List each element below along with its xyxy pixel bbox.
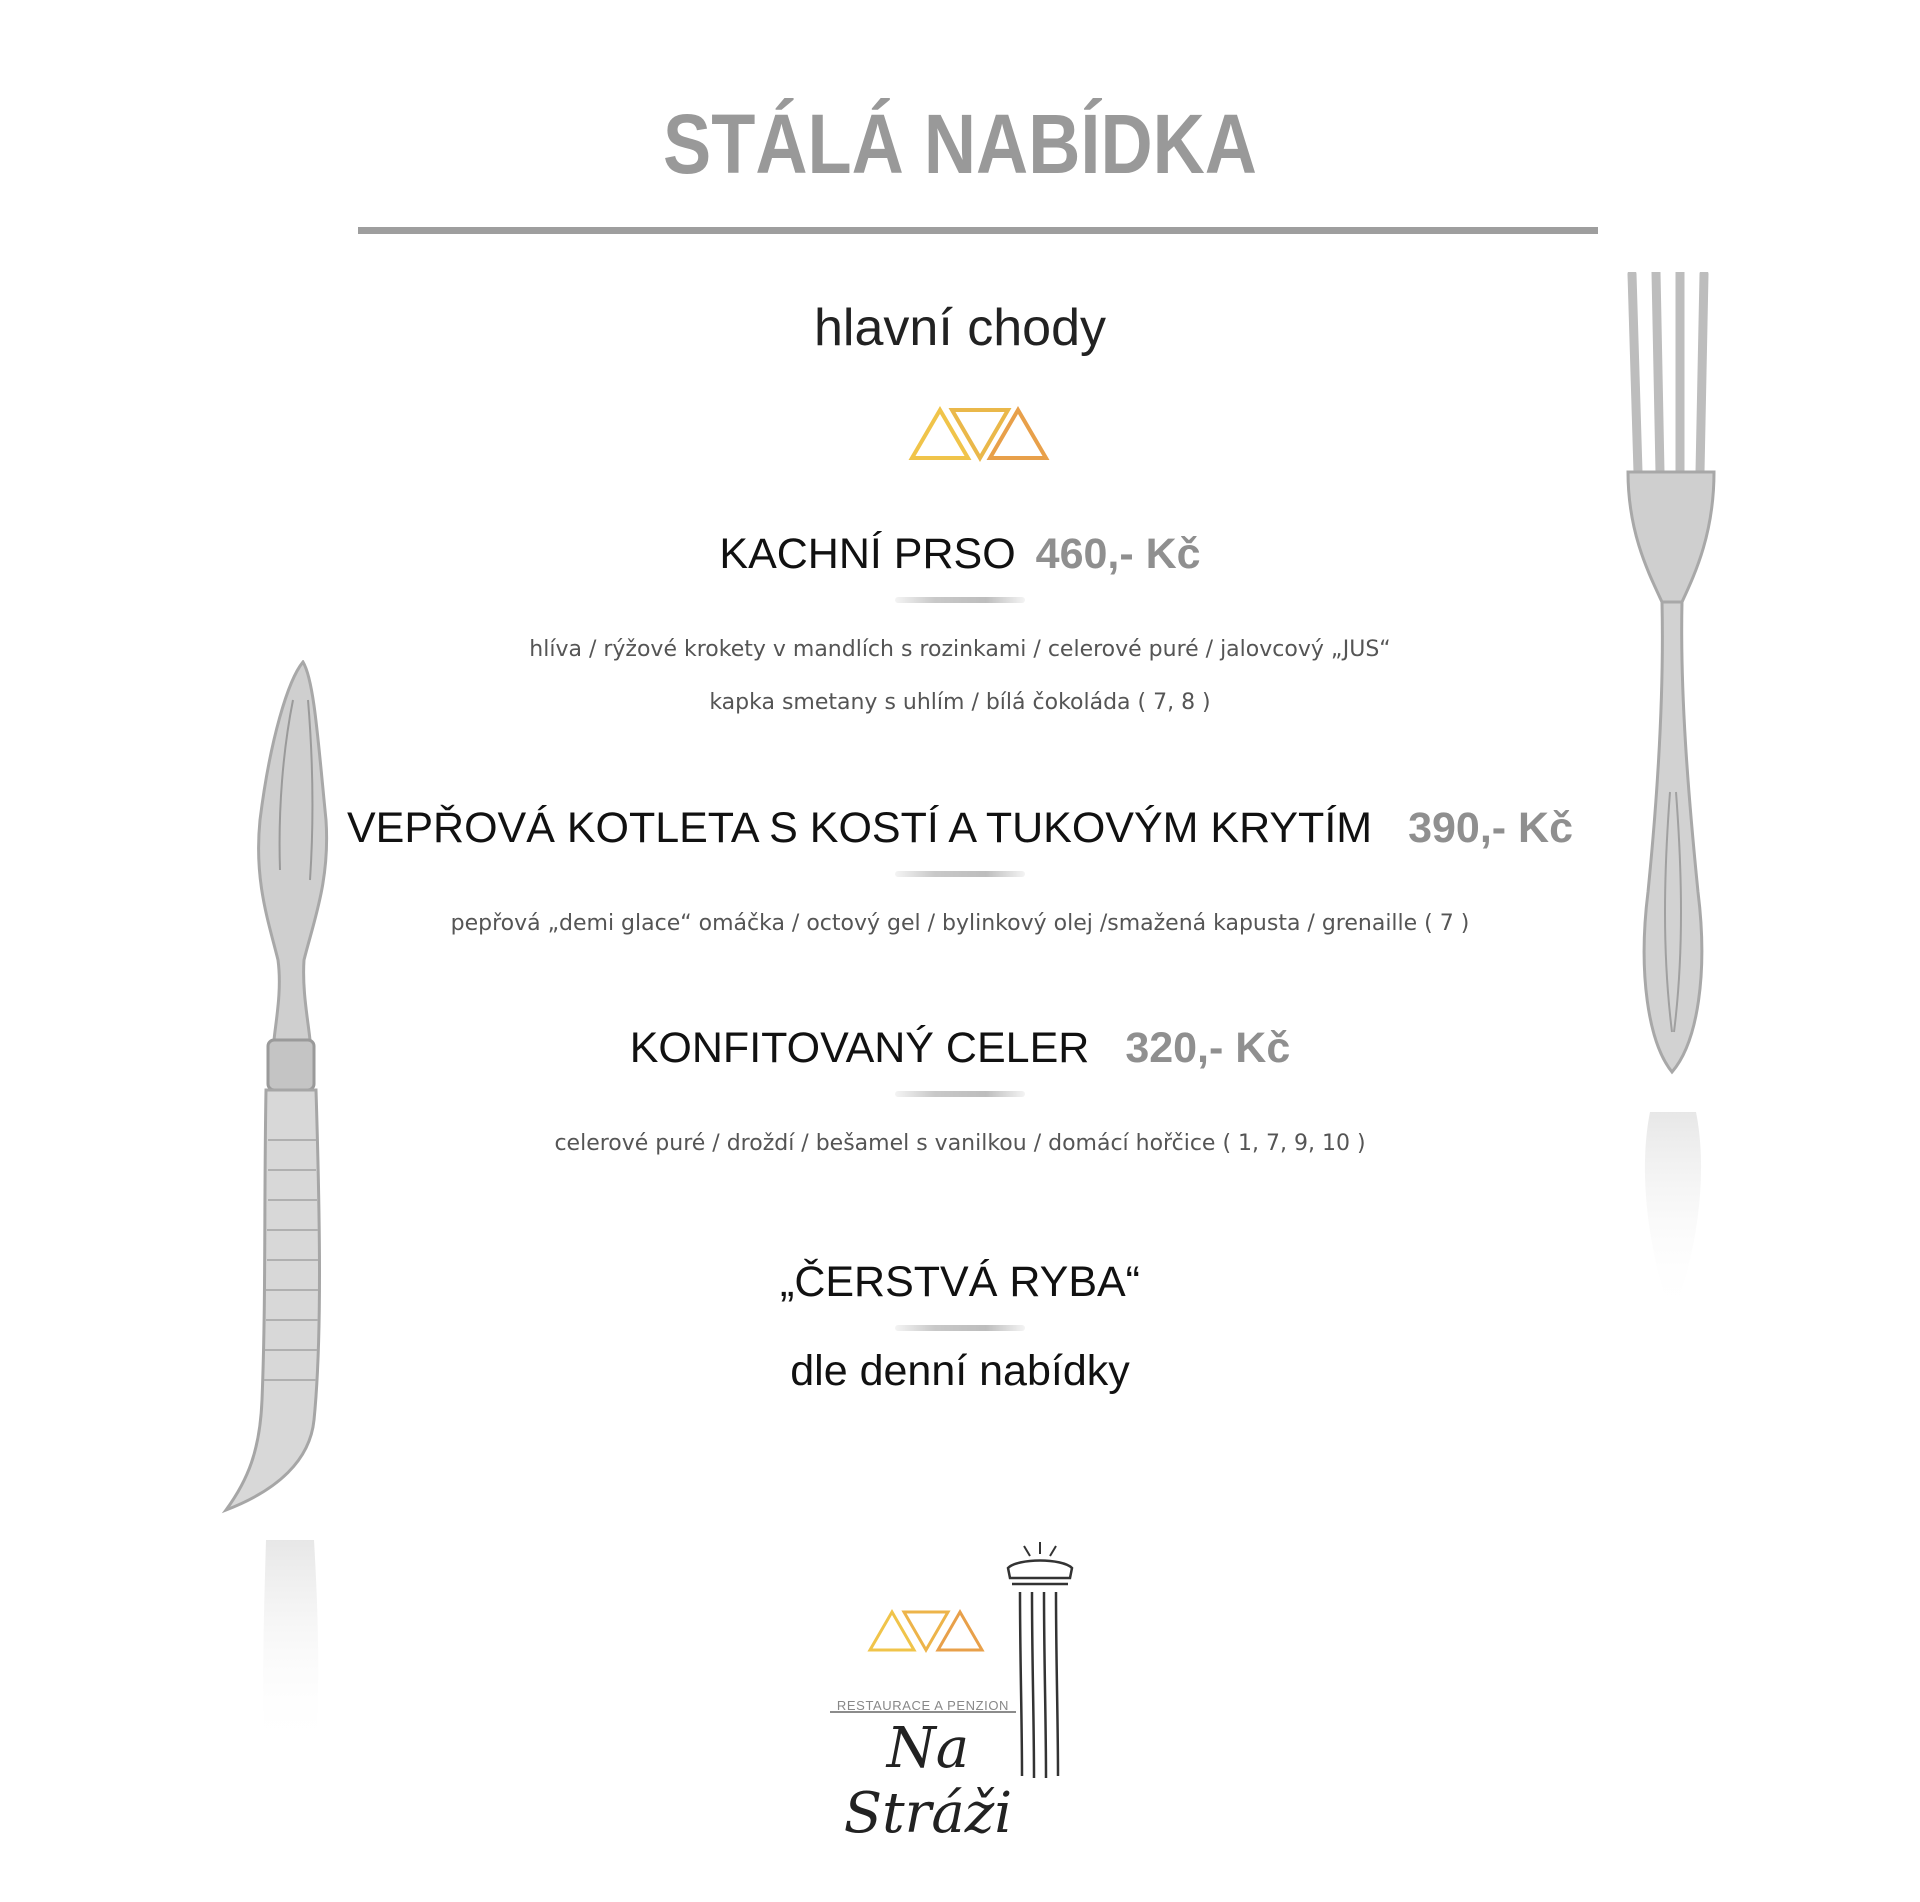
- knife-illustration: [218, 660, 368, 1760]
- dish-name: KONFITOVANÝ CELER: [629, 1024, 1090, 1072]
- dish-description-line: pepřová „demi glace“ omáčka / octový gel / bylinkový olej /smažená kapusta / grenaille ( 7 ): [450, 911, 1470, 936]
- dish-price: 390,- Kč: [1408, 804, 1574, 852]
- dish-description-line: hlíva / rýžové krokety v mandlích s rozinkami / celerové puré / jalovcový „JUS“: [529, 637, 1391, 662]
- dish-name: „ČERSTVÁ RYBA“: [780, 1258, 1140, 1306]
- dish-description-line: kapka smetany s uhlím / bílá čokoláda ( 7, 8 ): [709, 690, 1211, 715]
- dish-divider: [895, 1325, 1025, 1331]
- dish-divider: [895, 871, 1025, 877]
- logo-name: Na Stráži: [843, 1716, 1013, 1846]
- logo-subtitle: RESTAURACE A PENZION: [836, 1698, 1010, 1713]
- triangle-ornament-icon: [908, 404, 1050, 462]
- dish-name: VEPŘOVÁ KOTLETA S KOSTÍ A TUKOVÝM KRYTÍM: [346, 804, 1373, 852]
- dish-divider: [895, 597, 1025, 603]
- dish-divider: [895, 1091, 1025, 1097]
- section-heading: hlavní chody: [814, 299, 1106, 357]
- dish-note: dle denní nabídky: [790, 1347, 1130, 1395]
- dish-description-line: celerové puré / droždí / bešamel s vanilkou / domácí hořčice ( 1, 7, 9, 10 ): [554, 1131, 1366, 1156]
- dish-price: 320,- Kč: [1125, 1024, 1291, 1072]
- page-title: STÁLÁ NABÍDKA: [663, 97, 1257, 191]
- dish-price: 460,- Kč: [1035, 530, 1201, 578]
- fork-illustration: [1618, 272, 1728, 1322]
- title-divider: [358, 227, 1598, 234]
- dish-name: KACHNÍ PRSO: [719, 530, 1016, 578]
